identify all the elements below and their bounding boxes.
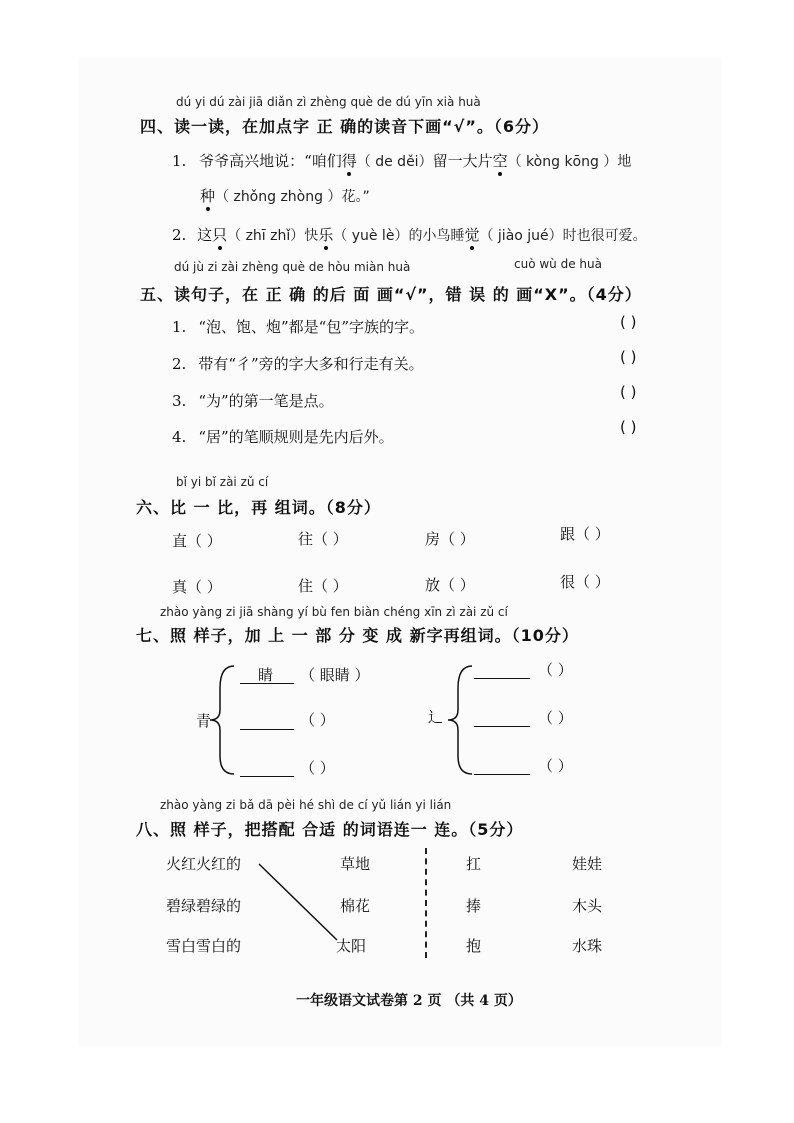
- q4-title: 四、读一读，在加点字 正 确的读音下画“√”。（6分）: [140, 117, 549, 136]
- q6-row2-d[interactable]: 很（ ）: [560, 573, 610, 591]
- q5-item-3-text: “为”的第一笔是点。: [198, 392, 334, 410]
- q8-col1-item-3[interactable]: 雪白雪白的: [166, 937, 242, 955]
- q4-item2-dotted-char-3: 觉: [464, 226, 480, 244]
- q4-item1-line2: [200, 185, 370, 206]
- q5-item-4-answer[interactable]: ( ): [620, 418, 637, 436]
- q6-row2-a[interactable]: 真（ ）: [172, 578, 222, 596]
- q4-item2-options-3: （ jiào jué）时也很可爱。: [479, 228, 647, 244]
- q5-pinyin-b: cuò wù de huà: [514, 257, 602, 271]
- q4-item1-text-before: 爷爷高兴地说：“咱们: [199, 152, 342, 170]
- q5-item-1-number: 1.: [172, 318, 187, 336]
- q7-left-brace: [210, 666, 234, 774]
- q5-item-4: [172, 426, 394, 447]
- q7-right-root: 辶: [428, 708, 444, 726]
- q8-pinyin: zhào yàng zi bǎ dā pèi hé shì de cí yǔ lián yi lián: [160, 798, 452, 812]
- q5-item-4-text: “居”的笔顺规则是先内后外。: [198, 428, 394, 446]
- q5-item-2-number: 2.: [172, 355, 187, 373]
- q8-col4-item-2[interactable]: 木头: [572, 897, 603, 915]
- q6-pinyin: bǐ yi bǐ zài zǔ cí: [176, 475, 269, 489]
- q7-blank-2[interactable]: [240, 729, 294, 730]
- q7-blank-5[interactable]: [474, 726, 530, 727]
- q5-pinyin-a: dú jù zi zài zhèng què de hòu miàn huà: [174, 260, 411, 274]
- q8-example-line: [255, 860, 345, 945]
- q4-item2: [172, 224, 647, 245]
- q5-item-2-answer[interactable]: ( ): [620, 348, 637, 366]
- q7-left-root: 青: [196, 712, 212, 730]
- q6-row1-b[interactable]: 往（ ）: [298, 530, 348, 548]
- q6-row1-c[interactable]: 房（ ）: [425, 530, 475, 548]
- q4-item1-number: 1.: [172, 152, 187, 170]
- q5-item-3-answer[interactable]: ( ): [620, 383, 637, 401]
- q7-example-word: （ 眼睛 ）: [300, 666, 370, 684]
- q8-divider: [425, 848, 427, 958]
- q7-paren-6[interactable]: （ ）: [538, 757, 573, 775]
- q7-paren-3[interactable]: （ ）: [300, 759, 335, 777]
- q8-col4-item-1[interactable]: 娃娃: [572, 855, 603, 873]
- q8-col1-item-2[interactable]: 碧绿碧绿的: [166, 897, 242, 915]
- q8-col3-item-2[interactable]: 捧: [466, 897, 482, 915]
- q4-item1-dotted-char-2: 空: [492, 152, 508, 170]
- q8-col4-item-3[interactable]: 水珠: [572, 937, 603, 955]
- q7-blank-4[interactable]: [474, 678, 530, 679]
- q8-col3-item-3[interactable]: 抱: [466, 937, 482, 955]
- q5-item-2-text: 带有“彳”旁的字大多和行走有关。: [198, 355, 424, 373]
- q4-pinyin: dú yi dú zài jiā diǎn zì zhèng què de dú yīn xià huà: [176, 95, 481, 109]
- q8-col2-item-3[interactable]: 太阳: [336, 937, 367, 955]
- q5-item-1-text: “泡、饱、炮”都是“包”字族的字。: [198, 318, 424, 336]
- q8-col3-item-1[interactable]: 扛: [466, 855, 482, 873]
- q4-item2-options: （ zhī zhǐ）快: [227, 228, 319, 244]
- q4-item2-options-2: （ yuè lè）的小鸟睡: [333, 228, 465, 244]
- q4-item1-options-3: （ zhǒng zhòng ）花。”: [215, 189, 370, 205]
- q4-item1-text-mid: 留一大片: [432, 152, 493, 170]
- q7-paren-5[interactable]: （ ）: [538, 709, 573, 727]
- q8-col1-item-1[interactable]: 火红火红的: [166, 855, 242, 873]
- q8-title: 八、照 样子，把搭配 合适 的词语连一 连。（5分）: [136, 820, 524, 839]
- q7-paren-4[interactable]: （ ）: [538, 661, 573, 679]
- q7-blank-3[interactable]: [240, 776, 294, 777]
- q6-row2-c[interactable]: 放（ ）: [425, 576, 475, 594]
- q6-row1-a[interactable]: 直（ ）: [172, 532, 222, 550]
- q4-item1-options-2: （ kòng kōng ）地: [507, 154, 632, 170]
- q4-item1-dotted-char: 得: [341, 152, 357, 170]
- q8-col2-item-2[interactable]: 棉花: [340, 897, 371, 915]
- q7-example-char: 睛: [258, 666, 274, 684]
- q6-row2-b[interactable]: 住（ ）: [298, 577, 348, 595]
- q4-item1-options: （ de děi）: [356, 154, 433, 170]
- q4-item2-number: 2.: [172, 226, 187, 244]
- q7-blank-6[interactable]: [474, 774, 530, 775]
- q5-item-3-number: 3.: [172, 392, 187, 410]
- q7-blank-1[interactable]: [240, 683, 294, 684]
- q7-pinyin: zhào yàng zi jiā shàng yí bù fen biàn chéng xīn zì zài zǔ cí: [160, 605, 508, 619]
- q7-title: 七、照 样子，加 上 一 部 分 变 成 新字再组词。（10分）: [136, 626, 579, 645]
- q5-item-1: [172, 316, 424, 337]
- q6-title: 六、比 一 比，再 组词。（8分）: [136, 498, 381, 517]
- q4-item2-dotted-char: 只: [212, 226, 228, 244]
- q4-item1: [172, 150, 631, 171]
- q4-item2-text-before: 这: [197, 226, 213, 244]
- q6-row1-d[interactable]: 跟（ ）: [560, 525, 610, 543]
- q7-right-brace: [448, 666, 472, 774]
- q5-item-4-number: 4.: [172, 428, 187, 446]
- page-footer: 一年级语文试卷第 2 页 （共 4 页）: [296, 993, 522, 1009]
- q5-item-1-answer[interactable]: ( ): [620, 313, 637, 331]
- q4-item2-dotted-char-2: 乐: [318, 226, 334, 244]
- q5-item-2: [172, 353, 424, 374]
- q5-title: 五、读句子，在 正 确 的后 面 画“√”，错 误 的 画“X”。（4分）: [140, 285, 642, 304]
- q5-item-3: [172, 390, 334, 411]
- q8-col2-item-1[interactable]: 草地: [340, 855, 371, 873]
- q7-paren-2[interactable]: （ ）: [300, 711, 335, 729]
- q4-item1-dotted-char-3: 种: [200, 187, 216, 205]
